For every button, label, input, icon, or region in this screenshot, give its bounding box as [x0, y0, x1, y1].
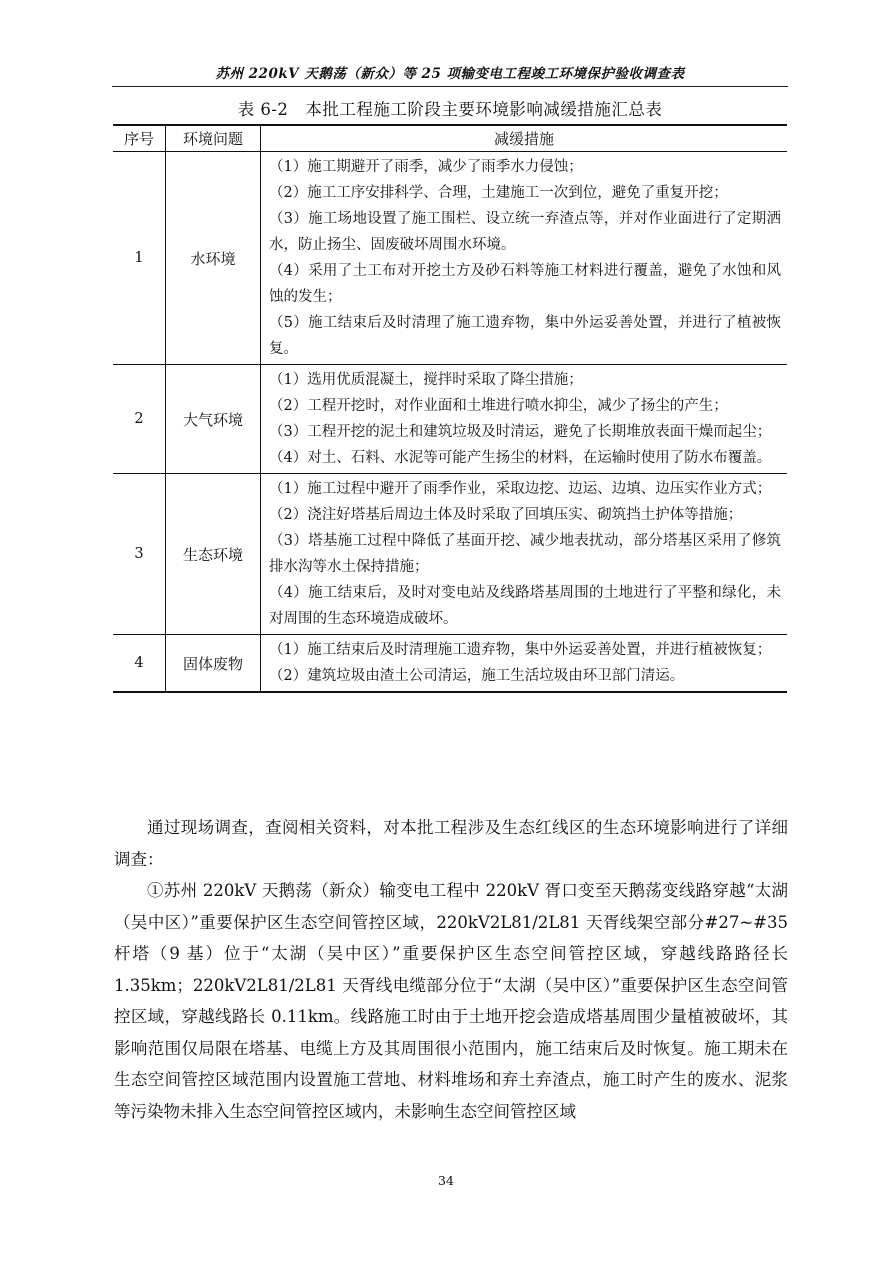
environment-issue: 固体废物 — [166, 635, 261, 693]
row-number: 1 — [113, 152, 166, 365]
table-row — [113, 365, 787, 474]
measure-item: （4）对土、石料、水泥等可能产生扬尘的材料，在运输时使用了防水布覆盖。 — [269, 450, 772, 466]
table-row — [113, 152, 787, 365]
row-number: 4 — [113, 635, 166, 693]
measure-item: （3）施工场地设置了施工围栏、设立统一弃渣点等，并对作业面进行了定期洒水，防止扬尘、固废破坏周围水环境。 — [269, 211, 781, 253]
measure-item: （1）施工结束后及时清理施工遗弃物，集中外运妥善处置，并进行植被恢复； — [269, 642, 772, 658]
column-header-measures: 减缓措施 — [261, 125, 788, 152]
table-row — [113, 474, 787, 635]
environment-issue: 生态环境 — [166, 474, 261, 635]
measure-item: （5）施工结束后及时清理了施工遗弃物，集中外运妥善处置，并进行了植被恢复。 — [269, 315, 781, 357]
measure-item: （4）采用了土工布对开挖土方及砂石料等施工材料进行覆盖，避免了水蚀和风蚀的发生； — [269, 263, 781, 305]
measure-item: （4）施工结束后，及时对变电站及线路塔基周围的土地进行了平整和绿化，未对周围的生态环境造成破坏。 — [269, 585, 781, 627]
environment-issue: 大气环境 — [166, 365, 261, 474]
measure-item: （2）施工工序安排科学、合理，土建施工一次到位，避免了重复开挖； — [269, 185, 728, 201]
page-header: 苏州 220kV 天鹅荡（新众）等 25 项输变电工程竣工环境保护验收调查表 — [215, 66, 685, 82]
measure-item: （2）工程开挖时，对作业面和土堆进行喷水抑尘，减少了扬尘的产生； — [269, 398, 728, 414]
table-header-row — [113, 125, 787, 152]
measure-item: （1）施工期避开了雨季，减少了雨季水力侵蚀； — [269, 159, 583, 175]
row-number: 3 — [113, 474, 166, 635]
body-paragraph: 通过现场调查，查阅相关资料，对本批工程涉及生态红线区的生态环境影响进行了详细调查： — [114, 818, 788, 869]
mitigation-measures — [261, 152, 788, 365]
measure-item: （1）选用优质混凝土，搅拌时采取了降尘措施； — [269, 372, 583, 388]
table-row — [113, 635, 787, 693]
mitigation-measures — [261, 365, 788, 474]
header-rule — [112, 86, 788, 87]
measure-item: （2）建筑垃圾由渣土公司清运，施工生活垃圾由环卫部门清运。 — [269, 668, 685, 684]
column-header-no: 序号 — [113, 125, 166, 152]
measure-item: （3）工程开挖的泥土和建筑垃圾及时清运，避免了长期堆放表面干燥而起尘； — [269, 424, 772, 440]
measure-item: （3）塔基施工过程中降低了基面开挖、减少地表扰动，部分塔基区采用了修筑排水沟等水土保持措施； — [269, 533, 781, 575]
measure-item: （1）施工过程中避开了雨季作业，采取边挖、边运、边填、边压实作业方式； — [269, 481, 772, 497]
mitigation-measures — [261, 474, 788, 635]
table-title: 表 6-2 本批工程施工阶段主要环境影响减缓措施汇总表 — [237, 100, 663, 119]
measure-item: （2）浇注好塔基后周边土体及时采取了回填压实、砌筑挡土护体等措施； — [269, 507, 743, 523]
mitigation-measures — [261, 635, 788, 693]
environment-issue: 水环境 — [166, 152, 261, 365]
body-text — [114, 812, 788, 1127]
mitigation-table — [113, 124, 787, 693]
column-header-issue: 环境问题 — [166, 125, 261, 152]
table-body — [113, 152, 787, 693]
page-number: 34 — [438, 1173, 454, 1188]
row-number: 2 — [113, 365, 166, 474]
body-paragraph: ①苏州 220kV 天鹅荡（新众）输变电工程中 220kV 胥口变至天鹅荡变线路穿越“太湖（吴中区）”重要保护区生态空间管控区域，220kV2L81/2L81 天胥线架空部分#27~#35 杆塔（9 基）位于“太湖（吴中区）”重要保护区生态空间管控区域，穿越线路路径长 1.35km；220kV2L81/2L81 天胥线电缆部分位于“太湖（吴中区）”重要保护区生态空间管控区域，穿越线路长 0.11km。线路施工时由于土地开挖会造成塔基周围少量植被破坏，其影响范围仅局限在塔基、电缆上方及其周围很小范围内，施工结束后及时恢复。施工期未在生态空间管控区域范围内设置施工营地、材料堆场和弃土弃渣点，施工时产生的废水、泥浆等污染物未排入生态空间管控区域内，未影响生态空间管控区域 — [114, 881, 788, 1121]
